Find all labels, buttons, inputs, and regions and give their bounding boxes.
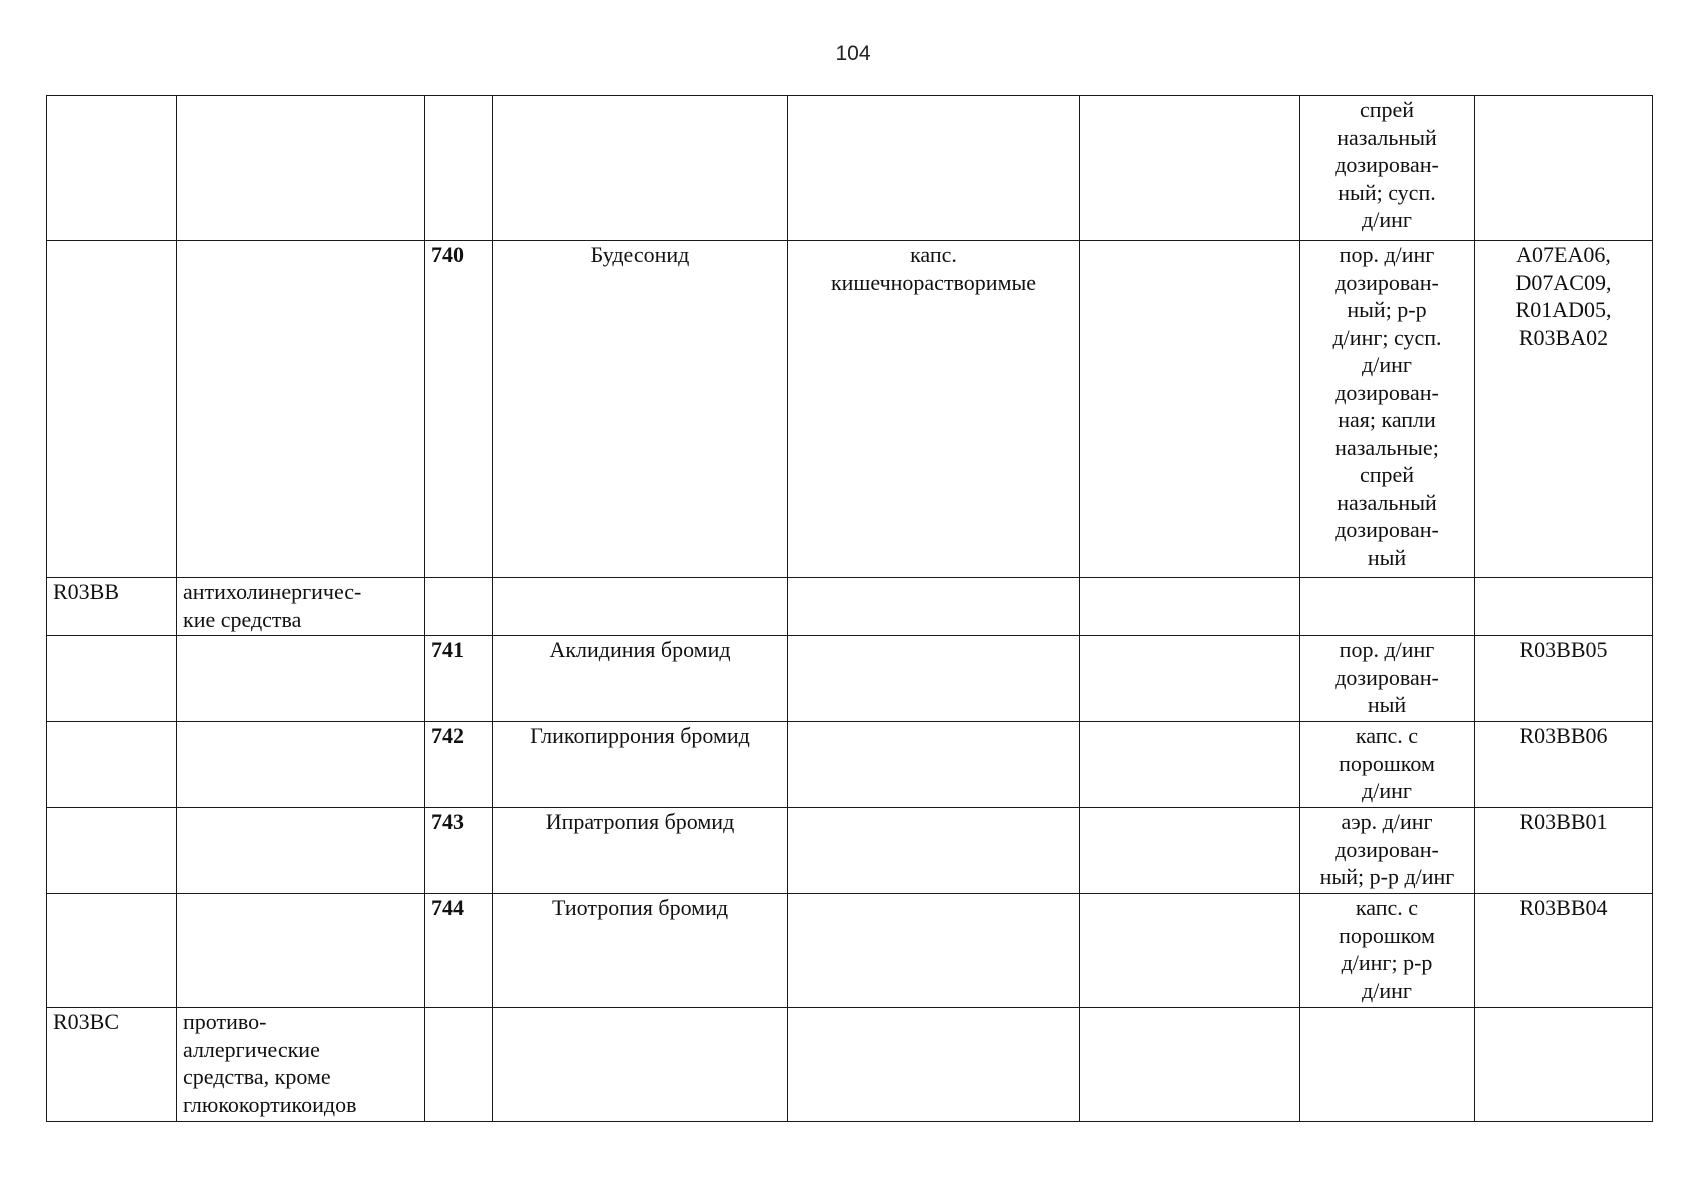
atc-code: R03BB05 (1475, 636, 1653, 722)
dosage-form-2 (1080, 636, 1300, 722)
dosage-form-3 (1300, 578, 1475, 636)
dosage-form-1 (788, 808, 1080, 894)
group-name (177, 96, 425, 241)
group-name (177, 636, 425, 722)
item-number: 740 (425, 241, 493, 578)
item-number (425, 96, 493, 241)
table-row (47, 241, 1653, 578)
atc-code (1475, 578, 1653, 636)
atc-code (1475, 1008, 1653, 1122)
group-name (177, 722, 425, 808)
drug-name (493, 578, 788, 636)
table-body (47, 96, 1653, 1122)
item-number: 741 (425, 636, 493, 722)
dosage-form-1 (788, 1008, 1080, 1122)
item-number: 743 (425, 808, 493, 894)
dosage-form-2 (1080, 241, 1300, 578)
item-number: 742 (425, 722, 493, 808)
item-number (425, 578, 493, 636)
atc-group-code (47, 636, 177, 722)
drug-name: Ипратропия бромид (493, 808, 788, 894)
dosage-form-1 (788, 636, 1080, 722)
dosage-form-3: аэр. д/инг дозирован- ный; р-р д/инг (1300, 808, 1475, 894)
page-number: 104 (835, 42, 871, 65)
group-name (177, 241, 425, 578)
dosage-form-3: пор. д/инг дозирован- ный; р-р д/инг; сусп. д/инг дозирован- ная; капли назальные; спрей назальный дозирован- ный (1300, 241, 1475, 578)
atc-code (1475, 96, 1653, 241)
dosage-form-2 (1080, 578, 1300, 636)
dosage-form-2 (1080, 1008, 1300, 1122)
dosage-form-2 (1080, 722, 1300, 808)
dosage-form-2 (1080, 96, 1300, 241)
dosage-form-2 (1080, 808, 1300, 894)
dosage-form-3 (1300, 1008, 1475, 1122)
atc-code: R03BB01 (1475, 808, 1653, 894)
group-name: антихолинергичес- кие средства (177, 578, 425, 636)
dosage-form-3: капс. с порошком д/инг; р-р д/инг (1300, 894, 1475, 1008)
drug-name: Будесонид (493, 241, 788, 578)
table-row (47, 808, 1653, 894)
table-row (47, 1008, 1653, 1122)
item-number (425, 1008, 493, 1122)
dosage-form-1 (788, 894, 1080, 1008)
item-number: 744 (425, 894, 493, 1008)
atc-group-code (47, 241, 177, 578)
dosage-form-2 (1080, 894, 1300, 1008)
atc-group-code (47, 96, 177, 241)
dosage-form-3: спрей назальный дозирован- ный; сусп. д/инг (1300, 96, 1475, 241)
dosage-form-3: пор. д/инг дозирован- ный (1300, 636, 1475, 722)
dosage-form-1 (788, 722, 1080, 808)
table-row (47, 894, 1653, 1008)
drug-name: Тиотропия бромид (493, 894, 788, 1008)
atc-code: A07EA06, D07AC09, R01AD05, R03BA02 (1475, 241, 1653, 578)
atc-group-code (47, 894, 177, 1008)
dosage-form-1 (788, 96, 1080, 241)
dosage-form-3: капс. с порошком д/инг (1300, 722, 1475, 808)
drug-table (46, 95, 1653, 1122)
drug-name: Гликопиррония бромид (493, 722, 788, 808)
group-name (177, 894, 425, 1008)
atc-group-code: R03BC (47, 1008, 177, 1122)
atc-code: R03BB04 (1475, 894, 1653, 1008)
table-row (47, 722, 1653, 808)
atc-group-code: R03BB (47, 578, 177, 636)
drug-name: Аклидиния бромид (493, 636, 788, 722)
table-row (47, 578, 1653, 636)
table-row (47, 636, 1653, 722)
dosage-form-1 (788, 578, 1080, 636)
atc-group-code (47, 808, 177, 894)
drug-name (493, 1008, 788, 1122)
atc-group-code (47, 722, 177, 808)
drug-name (493, 96, 788, 241)
dosage-form-1: капс. кишечнорастворимые (788, 241, 1080, 578)
group-name (177, 808, 425, 894)
group-name: противо- аллергические средства, кроме глюкокортикоидов (177, 1008, 425, 1122)
atc-code: R03BB06 (1475, 722, 1653, 808)
table-row (47, 96, 1653, 241)
